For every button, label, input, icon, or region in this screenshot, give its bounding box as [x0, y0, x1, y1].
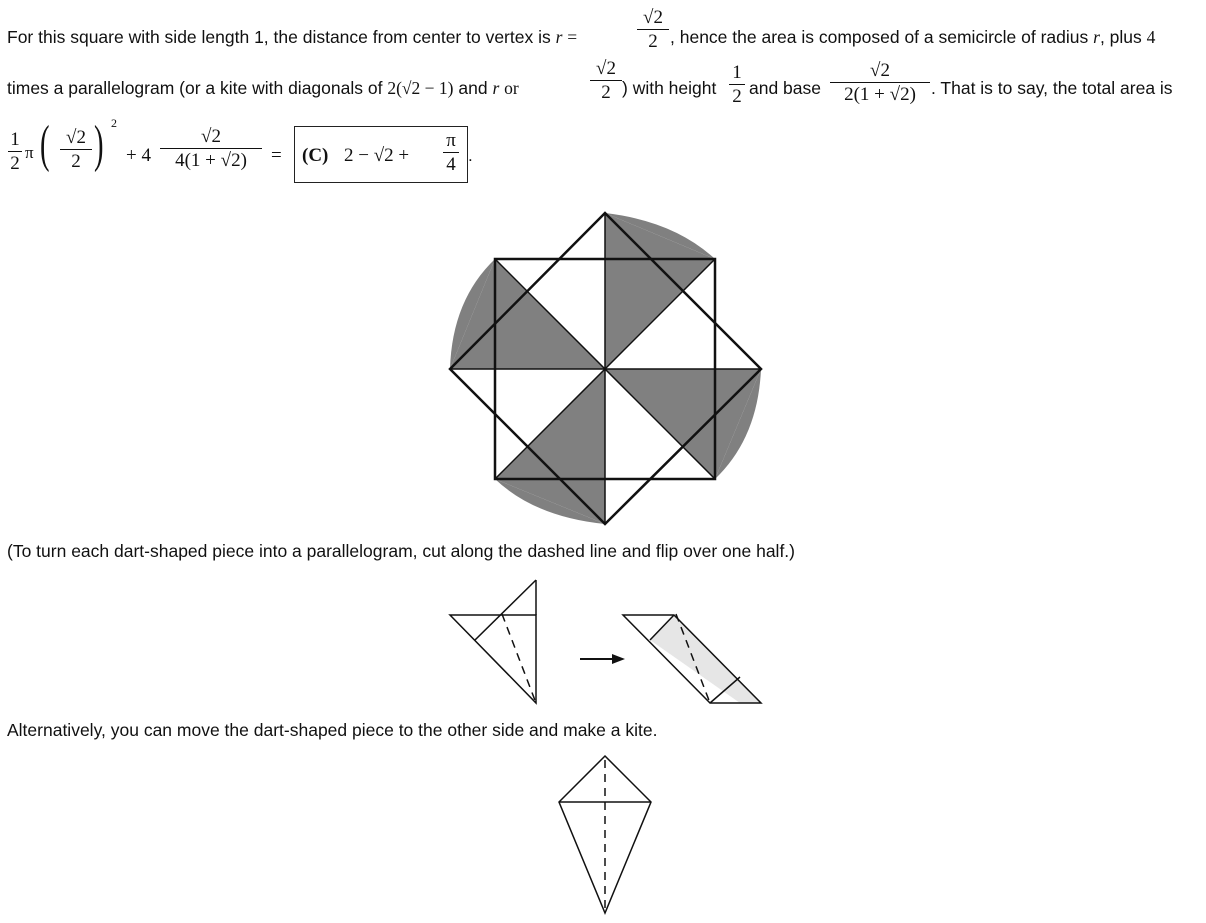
text-line-2-d: . That is to say, the total area is — [931, 78, 1173, 98]
cap-top-right — [605, 213, 715, 259]
line1-text-a: For this square with side length 1, the distance from center to vertex is — [7, 27, 551, 47]
axis-square — [495, 259, 715, 479]
text-line-1-b: , hence the area is composed of a semicircle of radius r, plus 4 — [670, 27, 1156, 47]
dart-left-diagonal — [475, 580, 536, 640]
fraction-half: 1 2 — [8, 130, 22, 173]
plus-four: + 4 — [126, 145, 151, 166]
fraction-sqrt2-over-2-c: √2 2 — [60, 128, 92, 171]
caption-kite: Alternatively, you can move the dart-shaped piece to the other side and make a kite. — [7, 720, 658, 740]
right-paren: ) — [94, 116, 104, 173]
dart-left-outline — [450, 615, 536, 703]
diagonal-expression: 2(√2 − 1) — [387, 78, 454, 98]
fraction-sqrt2-over-2-b: √2 2 — [590, 59, 622, 102]
fraction-sqrt2-over-2: √2 2 — [637, 8, 669, 51]
r-variable: r — [555, 27, 563, 47]
parallelogram-shade — [650, 615, 761, 703]
text-line-2: times a parallelogram (or a kite with diagonals of 2(√2 − 1) and r or — [7, 78, 519, 98]
shaded-regions — [450, 213, 761, 524]
cap-bottom — [495, 479, 605, 524]
shade-left-upper-b — [450, 259, 605, 369]
figure-lines — [450, 213, 761, 524]
text-line-1 — [7, 27, 577, 48]
shade-left-upper — [495, 259, 605, 369]
exponent-two: 2 — [111, 116, 117, 130]
parallelogram-dashed — [676, 614, 710, 703]
fraction-pi-over-4: π 4 — [443, 131, 459, 174]
kite-outline — [559, 756, 651, 913]
equals-sign: = — [567, 27, 578, 47]
cap-right — [715, 369, 761, 479]
cap-left — [450, 259, 495, 369]
dart-left-dashed — [502, 614, 536, 703]
parallelogram-cut-2 — [710, 677, 740, 703]
rotated-square — [450, 213, 761, 524]
inner-lines — [450, 213, 761, 524]
shade-bottom — [495, 369, 605, 524]
equals-sign-2: = — [271, 145, 282, 166]
parallelogram-cut — [650, 615, 674, 640]
period: . — [468, 146, 473, 165]
pi-symbol: π — [25, 143, 34, 162]
left-paren: ( — [40, 116, 50, 173]
fraction-one-half: 1 2 — [729, 63, 745, 106]
arrow — [580, 654, 625, 664]
text-line-2-c: and base — [749, 78, 822, 98]
fraction-formula: √2 4(1 + √2) — [160, 127, 262, 170]
shade-right-lower — [605, 369, 761, 479]
text-line-2-b: ) with height — [622, 78, 717, 98]
shade-top-right — [605, 213, 715, 369]
caption-dart: (To turn each dart-shaped piece into a parallelogram, cut along the dashed line and flip over one half.) — [7, 541, 795, 561]
parallelogram-outline — [623, 615, 761, 703]
answer-label: (C) — [302, 145, 329, 166]
answer-expression: 2 − √2 + — [344, 145, 410, 166]
fraction-base: √2 2(1 + √2) — [830, 61, 930, 104]
